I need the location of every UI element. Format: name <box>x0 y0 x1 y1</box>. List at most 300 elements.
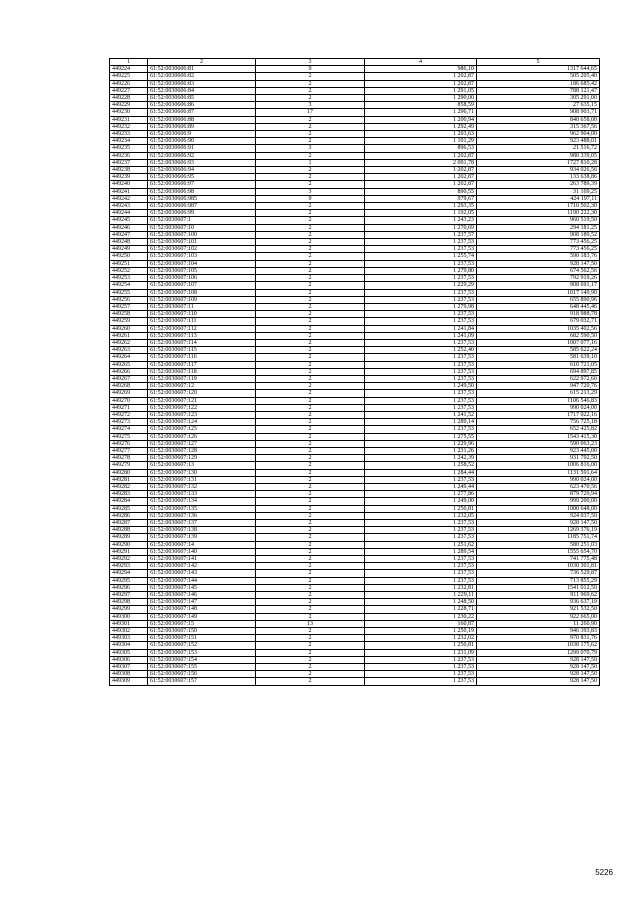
cell-col-3: 2 <box>256 483 365 490</box>
row-number: 449273 <box>110 419 148 426</box>
cadastral-number: 61:52:0030607:151 <box>148 635 256 642</box>
table-row <box>110 397 600 404</box>
table-row <box>110 383 600 390</box>
cell-col-4: 1 237,53 <box>365 239 477 246</box>
cell-col-3: 2 <box>256 289 365 296</box>
cell-col-4: 1 279,98 <box>365 303 477 310</box>
cell-col-4: 1 250,19 <box>365 628 477 635</box>
table-body <box>110 66 600 685</box>
cell-col-4: 1 237,53 <box>365 577 477 584</box>
cadastral-number: 61:52:0030607:12 <box>148 383 256 390</box>
row-number: 449253 <box>110 275 148 282</box>
cell-col-5: 928 147,50 <box>477 520 600 527</box>
cell-col-4: 1 229,96 <box>365 440 477 447</box>
row-number: 449283 <box>110 491 148 498</box>
row-number: 449281 <box>110 476 148 483</box>
cell-col-4: 1 237,53 <box>365 397 477 404</box>
cadastral-number: 61:52:0030607:105 <box>148 267 256 274</box>
cell-col-3: 2 <box>256 224 365 231</box>
cell-col-5: 792 919,26 <box>477 275 600 282</box>
cell-col-4: 1 284,44 <box>365 469 477 476</box>
row-number: 449279 <box>110 462 148 469</box>
table-row <box>110 628 600 635</box>
cell-col-3: 2 <box>256 152 365 159</box>
cell-col-3: 2 <box>256 520 365 527</box>
cadastral-number: 61:52:0030606:99 <box>148 210 256 217</box>
row-number: 449233 <box>110 131 148 138</box>
table-row <box>110 541 600 548</box>
cell-col-4: 979,67 <box>365 195 477 202</box>
cell-col-3: 2 <box>256 563 365 570</box>
table-row <box>110 520 600 527</box>
cell-col-5: 773 456,25 <box>477 239 600 246</box>
cell-col-4: 1 289,14 <box>365 419 477 426</box>
table-row <box>110 678 600 685</box>
table-row <box>110 296 600 303</box>
table-row <box>110 325 600 332</box>
cell-col-4: 1 237,53 <box>365 556 477 563</box>
cell-col-4: 1 249,50 <box>365 383 477 390</box>
cadastral-number: 61:52:0030606:90 <box>148 138 256 145</box>
cell-col-4: 1 237,53 <box>365 570 477 577</box>
row-number: 449275 <box>110 433 148 440</box>
cell-col-4: 1 202,87 <box>365 167 477 174</box>
cell-col-4: 1 203,63 <box>365 131 477 138</box>
table-header <box>110 59 600 66</box>
cell-col-5: 1317 644,65 <box>477 66 600 73</box>
cell-col-4: 1 237,53 <box>365 404 477 411</box>
cadastral-number: 61:52:0030607:153 <box>148 649 256 656</box>
row-number: 449269 <box>110 390 148 397</box>
table-row <box>110 664 600 671</box>
page-number: 5226 <box>595 868 613 877</box>
row-number: 449228 <box>110 95 148 102</box>
cell-col-5: 980 339,05 <box>477 152 600 159</box>
cell-col-3: 2 <box>256 368 365 375</box>
table-row <box>110 253 600 260</box>
cadastral-number: 61:52:0030607:110 <box>148 311 256 318</box>
cell-col-4: 1 202,87 <box>365 73 477 80</box>
cell-col-4: 1 237,57 <box>365 231 477 238</box>
cell-col-4: 1 279,80 <box>365 267 477 274</box>
row-number: 449244 <box>110 210 148 217</box>
cell-col-4: 1 270,69 <box>365 224 477 231</box>
cadastral-number: 61:52:0030607:152 <box>148 642 256 649</box>
row-number: 449302 <box>110 628 148 635</box>
table-row <box>110 599 600 606</box>
cadastral-number: 61:52:0030606:89 <box>148 123 256 130</box>
cell-col-3: 2 <box>256 246 365 253</box>
cadastral-number: 61:52:0030607:108 <box>148 289 256 296</box>
table-row <box>110 102 600 109</box>
cell-col-5: 922 665,00 <box>477 613 600 620</box>
table-row <box>110 483 600 490</box>
cadastral-number: 61:52:0030606:987 <box>148 203 256 210</box>
cadastral-number: 61:52:0030607:125 <box>148 426 256 433</box>
row-number: 449242 <box>110 195 148 202</box>
cadastral-number: 61:52:0030607:104 <box>148 260 256 267</box>
table-row <box>110 354 600 361</box>
cadastral-number: 61:52:0030607:128 <box>148 447 256 454</box>
cell-col-4: 1 237,53 <box>365 296 477 303</box>
cell-col-3: 2 <box>256 397 365 404</box>
cell-col-5: 923 488,01 <box>477 138 600 145</box>
row-number: 449229 <box>110 102 148 109</box>
cell-col-3: 2 <box>256 390 365 397</box>
cell-col-5: 1038 175,62 <box>477 642 600 649</box>
cadastral-number: 61:52:0030607:118 <box>148 368 256 375</box>
row-number: 449298 <box>110 599 148 606</box>
table-row <box>110 210 600 217</box>
row-number: 449285 <box>110 505 148 512</box>
cell-col-4: 1 237,53 <box>365 678 477 685</box>
table-row <box>110 592 600 599</box>
table-row <box>110 419 600 426</box>
cell-col-3: 3 <box>256 188 365 195</box>
cell-col-5: 1543 415,30 <box>477 433 600 440</box>
cell-col-3: 2 <box>256 455 365 462</box>
row-number: 449224 <box>110 66 148 73</box>
table-row <box>110 469 600 476</box>
cell-col-3: 2 <box>256 260 365 267</box>
cell-col-3: 2 <box>256 635 365 642</box>
cell-col-3: 2 <box>256 433 365 440</box>
row-number: 449277 <box>110 447 148 454</box>
cadastral-number: 61:52:0030606:84 <box>148 87 256 94</box>
cadastral-number: 61:52:0030607:121 <box>148 397 256 404</box>
table-row <box>110 87 600 94</box>
cell-col-5: 1717 022,16 <box>477 411 600 418</box>
cadastral-number: 61:52:0030607:113 <box>148 332 256 339</box>
row-number: 449226 <box>110 80 148 87</box>
cell-col-3: 2 <box>256 303 365 310</box>
cadastral-number: 61:52:0030606:985 <box>148 195 256 202</box>
cell-col-4: 1 237,53 <box>365 260 477 267</box>
cell-col-3: 2 <box>256 527 365 534</box>
cell-col-3: 17 <box>256 109 365 116</box>
cell-col-4: 1 251,62 <box>365 541 477 548</box>
cadastral-number: 61:52:0030607:114 <box>148 339 256 346</box>
cell-col-3: 2 <box>256 339 365 346</box>
table-row <box>110 260 600 267</box>
row-number: 449239 <box>110 174 148 181</box>
cell-col-5: 1106 546,83 <box>477 397 600 404</box>
table-row <box>110 620 600 627</box>
row-number: 449252 <box>110 267 148 274</box>
cell-col-3: 2 <box>256 548 365 555</box>
row-number: 449261 <box>110 332 148 339</box>
row-number: 449266 <box>110 368 148 375</box>
cell-col-4: 2 091,78 <box>365 159 477 166</box>
cell-col-4: 1 232,02 <box>365 635 477 642</box>
cell-col-3: 2 <box>256 671 365 678</box>
table-row <box>110 505 600 512</box>
cell-col-5: 946 393,83 <box>477 628 600 635</box>
cell-col-3: 2 <box>256 419 365 426</box>
row-number: 449294 <box>110 570 148 577</box>
row-number: 449232 <box>110 123 148 130</box>
table-row <box>110 613 600 620</box>
cadastral-number: 61:52:0030606:94 <box>148 167 256 174</box>
cell-col-3: 2 <box>256 476 365 483</box>
cell-col-3: 2 <box>256 584 365 591</box>
table-row <box>110 332 600 339</box>
cell-col-3: 2 <box>256 311 365 318</box>
cadastral-number: 61:52:0030607:115 <box>148 347 256 354</box>
cadastral-number: 61:52:0030607:136 <box>148 512 256 519</box>
cadastral-number: 61:52:0030607:123 <box>148 411 256 418</box>
table-row <box>110 231 600 238</box>
cell-col-5: 970 831,76 <box>477 635 600 642</box>
row-number: 449241 <box>110 188 148 195</box>
cell-col-4: 1 249,00 <box>365 498 477 505</box>
row-number: 449236 <box>110 152 148 159</box>
table-row <box>110 195 600 202</box>
table-row <box>110 462 600 469</box>
cell-col-5: 921 532,50 <box>477 606 600 613</box>
cell-col-4: 1 237,53 <box>365 664 477 671</box>
cell-col-5: 580 251,03 <box>477 541 600 548</box>
table-row <box>110 116 600 123</box>
cell-col-4: 1 237,53 <box>365 311 477 318</box>
cadastral-number: 61:52:0030607:147 <box>148 599 256 606</box>
table-row <box>110 447 600 454</box>
cell-col-3: 2 <box>256 534 365 541</box>
cell-col-5: 928 147,50 <box>477 671 600 678</box>
cadastral-number: 61:52:0030606:95 <box>148 174 256 181</box>
table-row <box>110 267 600 274</box>
cadastral-number: 61:52:0030607:143 <box>148 570 256 577</box>
row-number: 449299 <box>110 606 148 613</box>
cell-col-5: 908 691,17 <box>477 282 600 289</box>
cell-col-3: 2 <box>256 512 365 519</box>
cell-col-5: 623 470,56 <box>477 483 600 490</box>
cell-col-3: 2 <box>256 498 365 505</box>
cell-col-5: 694 897,85 <box>477 368 600 375</box>
table-row <box>110 649 600 656</box>
cadastral-number: 61:52:0030607:146 <box>148 592 256 599</box>
cell-col-3: 2 <box>256 131 365 138</box>
cell-col-4: 1 248,50 <box>365 599 477 606</box>
cell-col-3: 2 <box>256 656 365 663</box>
cell-col-5: 590 063,23 <box>477 440 600 447</box>
table-row <box>110 577 600 584</box>
row-number: 449278 <box>110 455 148 462</box>
cell-col-5: 1710 502,30 <box>477 203 600 210</box>
row-number: 449301 <box>110 620 148 627</box>
cell-col-4: 160,87 <box>365 620 477 627</box>
row-number: 449295 <box>110 577 148 584</box>
cadastral-number: 61:52:0030607:120 <box>148 390 256 397</box>
cadastral-number: 61:52:0030606:97 <box>148 181 256 188</box>
cadastral-number: 61:52:0030607:130 <box>148 469 256 476</box>
cell-col-3: 2 <box>256 275 365 282</box>
cadastral-number: 61:52:0030607:138 <box>148 527 256 534</box>
cell-col-4: 1 228,71 <box>365 606 477 613</box>
cell-col-5: 615 213,29 <box>477 390 600 397</box>
cell-col-4: 1 231,09 <box>365 649 477 656</box>
cadastral-number: 61:52:0030607:101 <box>148 239 256 246</box>
column-header-2: 2 <box>148 59 256 66</box>
cell-col-4: 1 237,53 <box>365 426 477 433</box>
cell-col-3: 2 <box>256 253 365 260</box>
row-number: 449280 <box>110 469 148 476</box>
cadastral-number: 61:52:0030607:144 <box>148 577 256 584</box>
cadastral-number: 61:52:0030607:13 <box>148 462 256 469</box>
cell-col-3: 2 <box>256 174 365 181</box>
row-number: 449259 <box>110 318 148 325</box>
cell-col-5: 294 181,25 <box>477 224 600 231</box>
table-row <box>110 404 600 411</box>
cell-col-5: 934 026,56 <box>477 167 600 174</box>
cell-col-4: 1 258,52 <box>365 462 477 469</box>
table-row <box>110 635 600 642</box>
cell-col-5: 773 456,25 <box>477 246 600 253</box>
cell-col-5: 928 147,50 <box>477 664 600 671</box>
cell-col-4: 1 237,53 <box>365 361 477 368</box>
row-number: 449260 <box>110 325 148 332</box>
column-header-5: 5 <box>477 59 600 66</box>
row-number: 449282 <box>110 483 148 490</box>
cell-col-4: 1 250,81 <box>365 505 477 512</box>
row-number: 449289 <box>110 534 148 541</box>
cell-col-4: 1 237,53 <box>365 656 477 663</box>
row-number: 449248 <box>110 239 148 246</box>
row-number: 449303 <box>110 635 148 642</box>
row-number: 449297 <box>110 592 148 599</box>
row-number: 449272 <box>110 411 148 418</box>
row-number: 449263 <box>110 347 148 354</box>
cell-col-5: 999 200,00 <box>477 498 600 505</box>
cell-col-4: 1 237,53 <box>365 527 477 534</box>
cell-col-4: 1 296,71 <box>365 109 477 116</box>
table-row <box>110 476 600 483</box>
cadastral-number: 61:52:0030607:107 <box>148 282 256 289</box>
table-row <box>110 455 600 462</box>
cell-col-5: 928 147,50 <box>477 260 600 267</box>
cell-col-5: 27 635,15 <box>477 102 600 109</box>
cell-col-5: 1541 012,50 <box>477 584 600 591</box>
table-row <box>110 656 600 663</box>
cell-col-5: 908 189,52 <box>477 231 600 238</box>
row-number: 449300 <box>110 613 148 620</box>
table-row <box>110 145 600 152</box>
cadastral-number: 61:52:0030607:116 <box>148 354 256 361</box>
cell-col-5: 31 169,25 <box>477 188 600 195</box>
cell-col-5: 11 260,90 <box>477 620 600 627</box>
cell-col-5: 1000 648,00 <box>477 505 600 512</box>
cell-col-5: 505 205,40 <box>477 73 600 80</box>
cadastral-number: 61:52:0030607:157 <box>148 678 256 685</box>
cell-col-5: 21 516,72 <box>477 145 600 152</box>
cadastral-number: 61:52:0030607:124 <box>148 419 256 426</box>
cell-col-4: 1 237,53 <box>365 476 477 483</box>
row-number: 449230 <box>110 109 148 116</box>
row-number: 449227 <box>110 87 148 94</box>
row-number: 449249 <box>110 246 148 253</box>
cell-col-5: 990 024,00 <box>477 404 600 411</box>
cell-col-4: 986,10 <box>365 66 477 73</box>
cell-col-5: 682 590,50 <box>477 332 600 339</box>
table-row <box>110 368 600 375</box>
table-row <box>110 433 600 440</box>
cadastral-number: 61:52:0030606:9 <box>148 131 256 138</box>
cell-col-3: 2 <box>256 628 365 635</box>
row-number: 449250 <box>110 253 148 260</box>
cell-col-4: 1 237,53 <box>365 318 477 325</box>
cell-col-5: 1555 654,70 <box>477 548 600 555</box>
cadastral-number: 61:52:0030607:154 <box>148 656 256 663</box>
cadastral-number: 61:52:0030607:129 <box>148 455 256 462</box>
cell-col-3: 2 <box>256 649 365 656</box>
cadastral-number: 61:52:0030606:92 <box>148 152 256 159</box>
row-number: 449246 <box>110 224 148 231</box>
table-row <box>110 80 600 87</box>
table-row <box>110 318 600 325</box>
cell-col-3: 2 <box>256 116 365 123</box>
row-number: 449247 <box>110 231 148 238</box>
cell-col-3: 2 <box>256 411 365 418</box>
cell-col-5: 928 147,50 <box>477 656 600 663</box>
cell-col-3: 2 <box>256 282 365 289</box>
table-row <box>110 303 600 310</box>
table-row <box>110 390 600 397</box>
cadastral-number: 61:52:0030607:141 <box>148 556 256 563</box>
cell-col-5: 1727 810,28 <box>477 159 600 166</box>
table-row <box>110 174 600 181</box>
cell-col-5: 1030 301,81 <box>477 563 600 570</box>
cell-col-5: 133 638,86 <box>477 174 600 181</box>
table-row <box>110 426 600 433</box>
cell-col-5: 924 037,50 <box>477 512 600 519</box>
cell-col-4: 1 243,23 <box>365 217 477 224</box>
table-row <box>110 239 600 246</box>
table-row <box>110 606 600 613</box>
cell-col-4: 1 237,53 <box>365 671 477 678</box>
cadastral-number: 61:52:0030607:145 <box>148 584 256 591</box>
cell-col-4: 1 290,00 <box>365 95 477 102</box>
row-number: 449267 <box>110 375 148 382</box>
row-number: 449276 <box>110 440 148 447</box>
table-row <box>110 282 600 289</box>
cell-col-3: 3 <box>256 102 365 109</box>
cell-col-5: 679 032,71 <box>477 318 600 325</box>
cell-col-5: 1017 149,90 <box>477 289 600 296</box>
cell-col-4: 1 230,22 <box>365 613 477 620</box>
column-header-4: 4 <box>365 59 477 66</box>
cell-col-5: 315 367,56 <box>477 123 600 130</box>
cell-col-5: 648 445,46 <box>477 303 600 310</box>
cell-col-4: 1 101,29 <box>365 138 477 145</box>
table-row <box>110 123 600 130</box>
cell-col-3: 2 <box>256 95 365 102</box>
cell-col-4: 1 250,81 <box>365 642 477 649</box>
cadastral-number: 61:52:0030607:137 <box>148 520 256 527</box>
cell-col-3: 2 <box>256 181 365 188</box>
row-number: 449286 <box>110 512 148 519</box>
cell-col-3: 2 <box>256 440 365 447</box>
row-number: 449268 <box>110 383 148 390</box>
row-number: 449309 <box>110 678 148 685</box>
row-number: 449291 <box>110 548 148 555</box>
cell-col-5: 960 519,50 <box>477 217 600 224</box>
cadastral-value-table <box>109 58 600 686</box>
cell-col-3: 2 <box>256 210 365 217</box>
cell-col-5: 622 972,60 <box>477 375 600 382</box>
cell-col-3: 2 <box>256 541 365 548</box>
row-number: 449255 <box>110 289 148 296</box>
table-row <box>110 188 600 195</box>
